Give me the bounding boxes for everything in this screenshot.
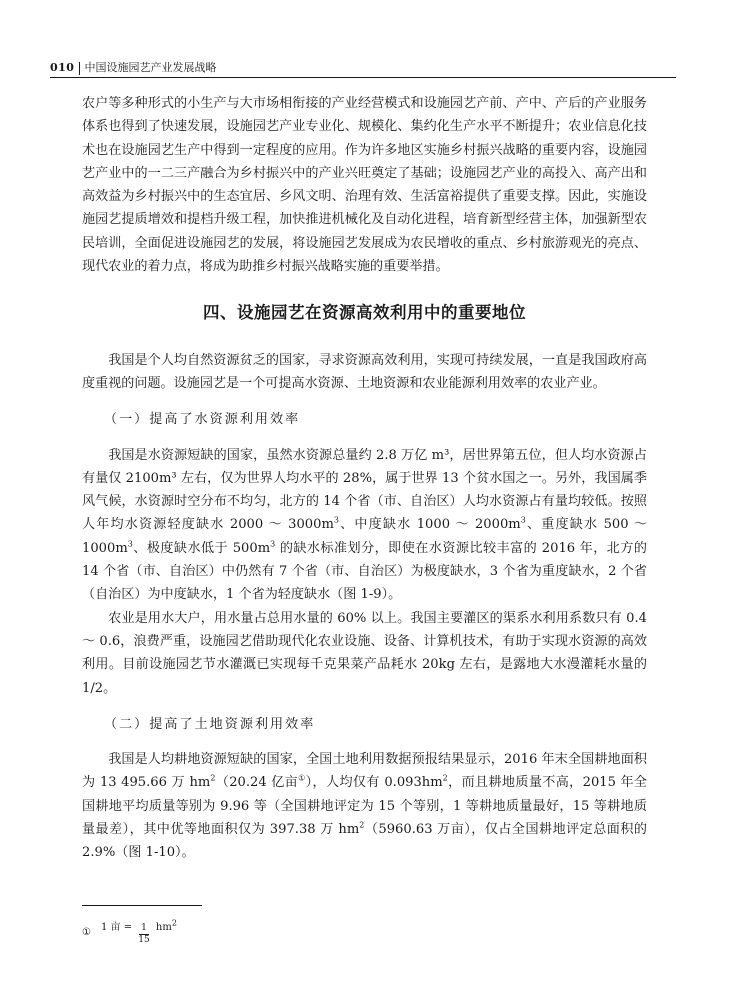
running-header [50, 60, 216, 76]
footnote [82, 918, 177, 946]
footnote-rule [82, 905, 202, 906]
paragraph-agriculture-water: 农业是用水大户，用水量占总用水量的 60% 以上。我国主要灌区的渠系水利用系数只有 0.4 ～ 0.6，浪费严重，设施园艺借助现代化农业设施、设备、计算机技术，有助于实现水资源的高效利用。目前设施园艺节水灌溉已实现每千克果菜产品耗水 20kg 左右，是露地大水漫灌耗水量的 1/2。 [82, 610, 647, 696]
header-rule [50, 77, 676, 78]
paragraph-water-resources: 我国是水资源短缺的国家，虽然水资源总量约 2.8 万亿 m³，居世界第五位，但人均水资源占有量仅 2100m³ 左右，仅为世界人均水平的 28%，属于世界 13 个贫水国之一。另外，我国属季风气候，水资源时空分布不均匀，北方的 14 个省（市、自治区）人均水资源占有量均较低。按照人年均水资源轻度缺水 2000 ～ $3000m^3$、中度缺水 1000 ～ $2000m^3$、重度缺水 500 ～ $1000m^3$、极度缺水低于 $500m^3$ 的缺水标准划分，即使在水资源比较丰富的 2016 年，北方的 14 个省（市、自治区）中仍然有 7 个省（市、自治区）为极度缺水，3 个省为重度缺水，2 个省（自治区）为中度缺水，1 个省为轻度缺水（图 1-9）。 [82, 447, 647, 603]
footnote-marker: ① [82, 926, 91, 938]
page-number: 010 [50, 61, 75, 74]
header-separator [79, 62, 80, 75]
paragraph-land-resources: 我国是人均耕地资源短缺的国家，全国土地利用数据预报结果显示，2016 年末全国耕地面积为 13 495.66 万 $hm^2(20.24$ 亿亩①），人均仅有 $0.093hm^2$，而且耕地质量不高，2015 年全国耕地平均质量等别为 9.96 等（全国耕地评定为 15 个等别，1 等耕地质量最好，15 等耕地质量最差），其中优等地面积仅为 397.38 万 $hm^2(5960.63$ 万亩），仅占全国耕地评定总面积的 2.9%（图 1-10）。 [82, 752, 648, 861]
book-title: 中国设施园艺产业发展战略 [84, 61, 217, 74]
subsection-heading-water: （一）提高了水资源利用效率 [104, 412, 301, 428]
subsection-heading-land: （二）提高了土地资源利用效率 [104, 716, 316, 732]
footnote-ref: ① [298, 774, 306, 784]
paragraph-intro: 我国是个人均自然资源贫乏的国家，寻求资源高效利用，实现可持续发展，一直是我国政府高度重视的问题。设施园艺是一个可提高水资源、土地资源和农业能源利用效率的农业产业。 [82, 352, 647, 391]
footnote-text: 1 亩 = $\frac{1}{15}$ $hm^2$ [100, 918, 177, 945]
fraction: $\frac{1}{15}$ [138, 923, 150, 945]
page-body [82, 92, 647, 865]
section-heading: 四、设施园艺在资源高效利用中的重要地位 [203, 303, 526, 323]
paragraph-continued: 农户等多种形式的小生产与大市场相衔接的产业经营模式和设施园艺产前、产中、产后的产业服务体系也得到了快速发展，设施园艺产业专业化、规模化、集约化生产水平不断提升；农业信息化技术也在设施园艺生产中得到一定程度的应用。作为许多地区实施乡村振兴战略的重要内容，设施园艺产业中的一二三产融合为乡村振兴中的产业兴旺奠定了基础；设施园艺产业的高投入、高产出和高效益为乡村振兴中的生态宜居、乡风文明、治理有效、生活富裕提供了重要支撑。因此，实施设施园艺提质增效和提档升级工程，加快推进机械化及自动化进程，培育新型经营主体，加强新型农民培训，全面促进设施园艺的发展，将设施园艺发展成为农民增收的重点、乡村旅游观光的亮点、现代农业的着力点，将成为助推乡村振兴战略实施的重要举措。 [82, 96, 647, 275]
